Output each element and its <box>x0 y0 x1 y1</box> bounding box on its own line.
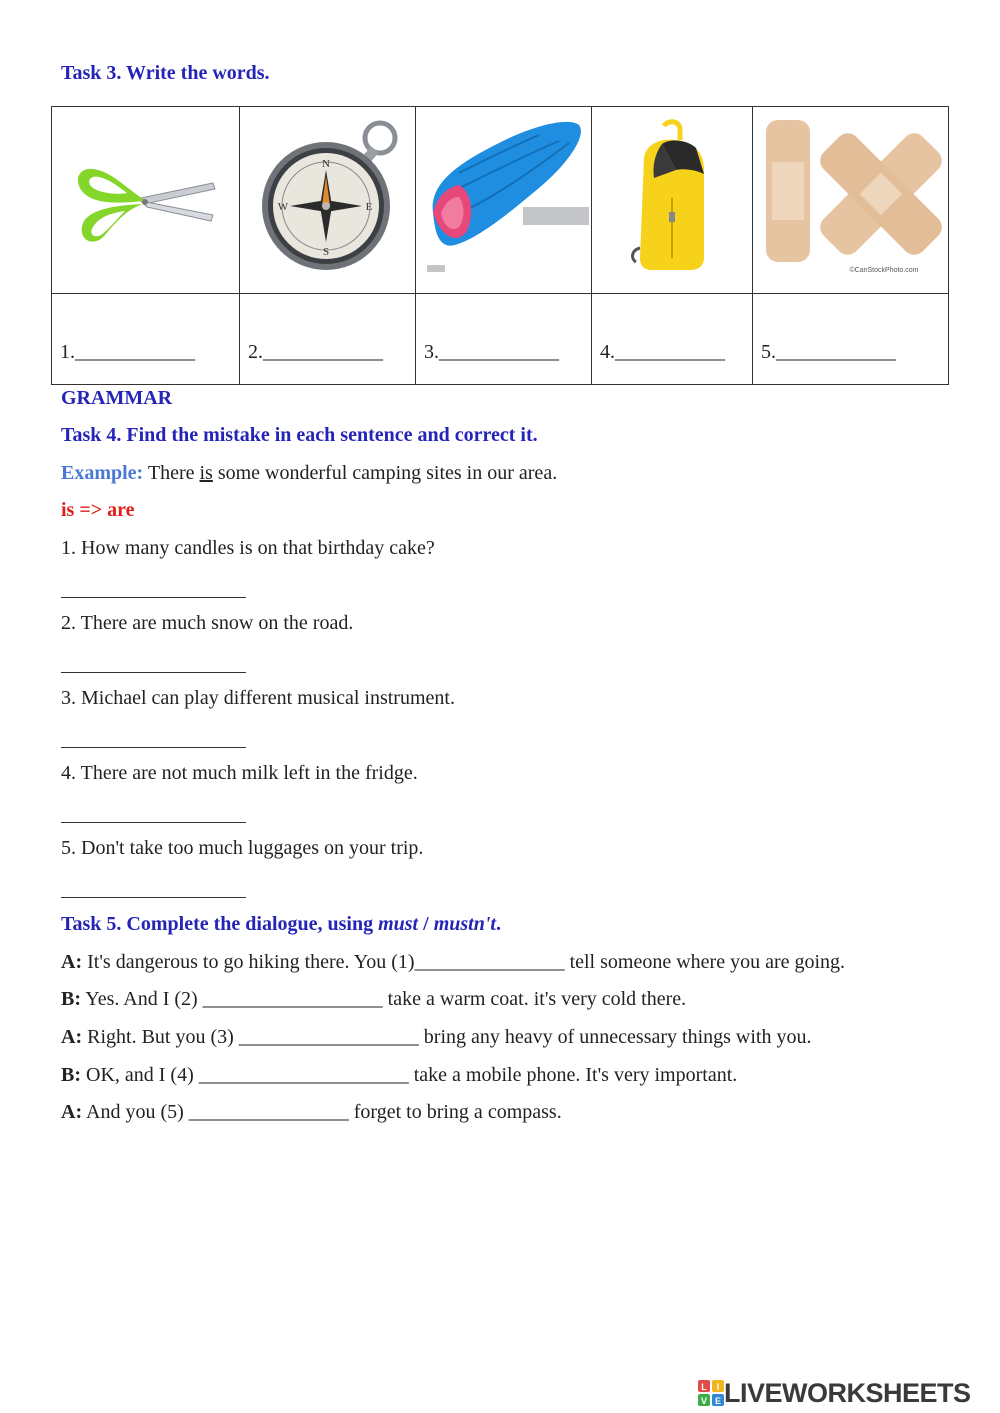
scissors-picture-cell <box>52 107 240 294</box>
answer-line-3[interactable] <box>61 747 246 748</box>
liveworksheets-badge-icon <box>698 1380 724 1406</box>
sentence-2: 2. There are much snow on the road. <box>61 612 354 634</box>
watermark-text: ©CanStockPhoto.com <box>849 266 918 274</box>
example-sentence <box>61 462 557 485</box>
svg-text:S: S <box>322 245 329 258</box>
svg-text:I: I <box>716 1382 720 1392</box>
svg-text:E: E <box>714 1396 722 1406</box>
svg-text:W: W <box>277 200 288 213</box>
answer-cell-1[interactable] <box>52 294 240 385</box>
sentence-4: 4. There are not much milk left in the fridge. <box>61 762 418 784</box>
liveworksheets-logo <box>698 1378 971 1408</box>
answer-line-2[interactable] <box>61 672 246 673</box>
svg-text:E: E <box>365 200 372 213</box>
svg-text:L: L <box>701 1382 707 1392</box>
answer-cell-5[interactable] <box>753 294 949 385</box>
answer-line-1[interactable] <box>61 597 246 598</box>
dialogue-text-1: It's dangerous to go hiking there. You (1)_______________ tell someone where you are going. <box>82 951 846 973</box>
answer-blank-3[interactable]: 3.____________ <box>424 341 559 363</box>
answer-blank-4[interactable]: 4.___________ <box>600 341 725 363</box>
dialogue-line-5[interactable] <box>61 1101 562 1124</box>
dialogue-text-3: Right. But you (3) __________________ bring any heavy of unnecessary things with you. <box>82 1026 812 1048</box>
answer-blank-1[interactable]: 1.____________ <box>60 341 195 363</box>
dialogue-line-4[interactable] <box>61 1064 737 1087</box>
sleeping-bag-picture-cell <box>416 107 592 294</box>
answer-line-4[interactable] <box>61 822 246 823</box>
task3-title: Task 3. Write the words. <box>61 62 270 84</box>
speaker-3: A: <box>61 1026 83 1048</box>
example-mistake: is <box>199 462 213 484</box>
answer-cell-4[interactable] <box>592 294 753 385</box>
grammar-heading: GRAMMAR <box>61 387 173 409</box>
example-answer: is => are <box>61 499 135 521</box>
picture-table <box>51 106 949 385</box>
compass-icon <box>258 118 398 278</box>
compass-picture-cell <box>240 107 416 294</box>
backpack-picture-cell <box>592 107 753 294</box>
svg-text:N: N <box>321 157 330 170</box>
dialogue-line-1[interactable] <box>61 951 845 974</box>
dialogue-text-4: OK, and I (4) _____________________ take a mobile phone. It's very important. <box>81 1064 738 1086</box>
dialogue-text-2: Yes. And I (2) __________________ take a warm coat. it's very cold there. <box>81 988 687 1010</box>
plasters-icon <box>756 114 946 282</box>
answer-blank-2[interactable]: 2.____________ <box>248 341 383 363</box>
sentence-1: 1. How many candles is on that birthday cake? <box>61 537 435 559</box>
task5-title <box>61 913 501 936</box>
svg-text:V: V <box>700 1396 708 1406</box>
task5-title-mustnt: mustn't <box>433 913 496 935</box>
task4-title: Task 4. Find the mistake in each sentence and correct it. <box>61 424 538 446</box>
example-before: There <box>143 462 200 484</box>
plasters-picture-cell <box>753 107 949 294</box>
sentence-3: 3. Michael can play different musical instrument. <box>61 687 455 709</box>
liveworksheets-brand-text: LIVEWORKSHEETS <box>724 1377 971 1408</box>
dialogue-line-3[interactable] <box>61 1026 811 1049</box>
backpack-icon <box>622 118 722 278</box>
example-label: Example: <box>61 462 144 484</box>
speaker-1: A: <box>61 951 83 973</box>
speaker-5: A: <box>61 1101 83 1123</box>
sleeping-bag-icon <box>419 113 589 283</box>
dialogue-text-5: And you (5) ________________ forget to bring a compass. <box>82 1101 562 1123</box>
dialogue-line-2[interactable] <box>61 988 686 1011</box>
task5-title-must: must <box>378 913 419 935</box>
task5-title-end: . <box>495 913 501 935</box>
speaker-4: B: <box>61 1064 81 1086</box>
sentence-5: 5. Don't take too much luggages on your trip. <box>61 837 424 859</box>
answer-blank-5[interactable]: 5.____________ <box>761 341 896 363</box>
speaker-2: B: <box>61 988 81 1010</box>
scissors-icon <box>71 143 221 253</box>
answer-cell-2[interactable] <box>240 294 416 385</box>
task5-title-prefix: Task 5. Complete the dialogue, using <box>61 913 379 935</box>
task5-title-sep: / <box>418 913 434 935</box>
example-after: some wonderful camping sites in our area. <box>212 462 558 484</box>
answer-cell-3[interactable] <box>416 294 592 385</box>
answer-line-5[interactable] <box>61 897 246 898</box>
